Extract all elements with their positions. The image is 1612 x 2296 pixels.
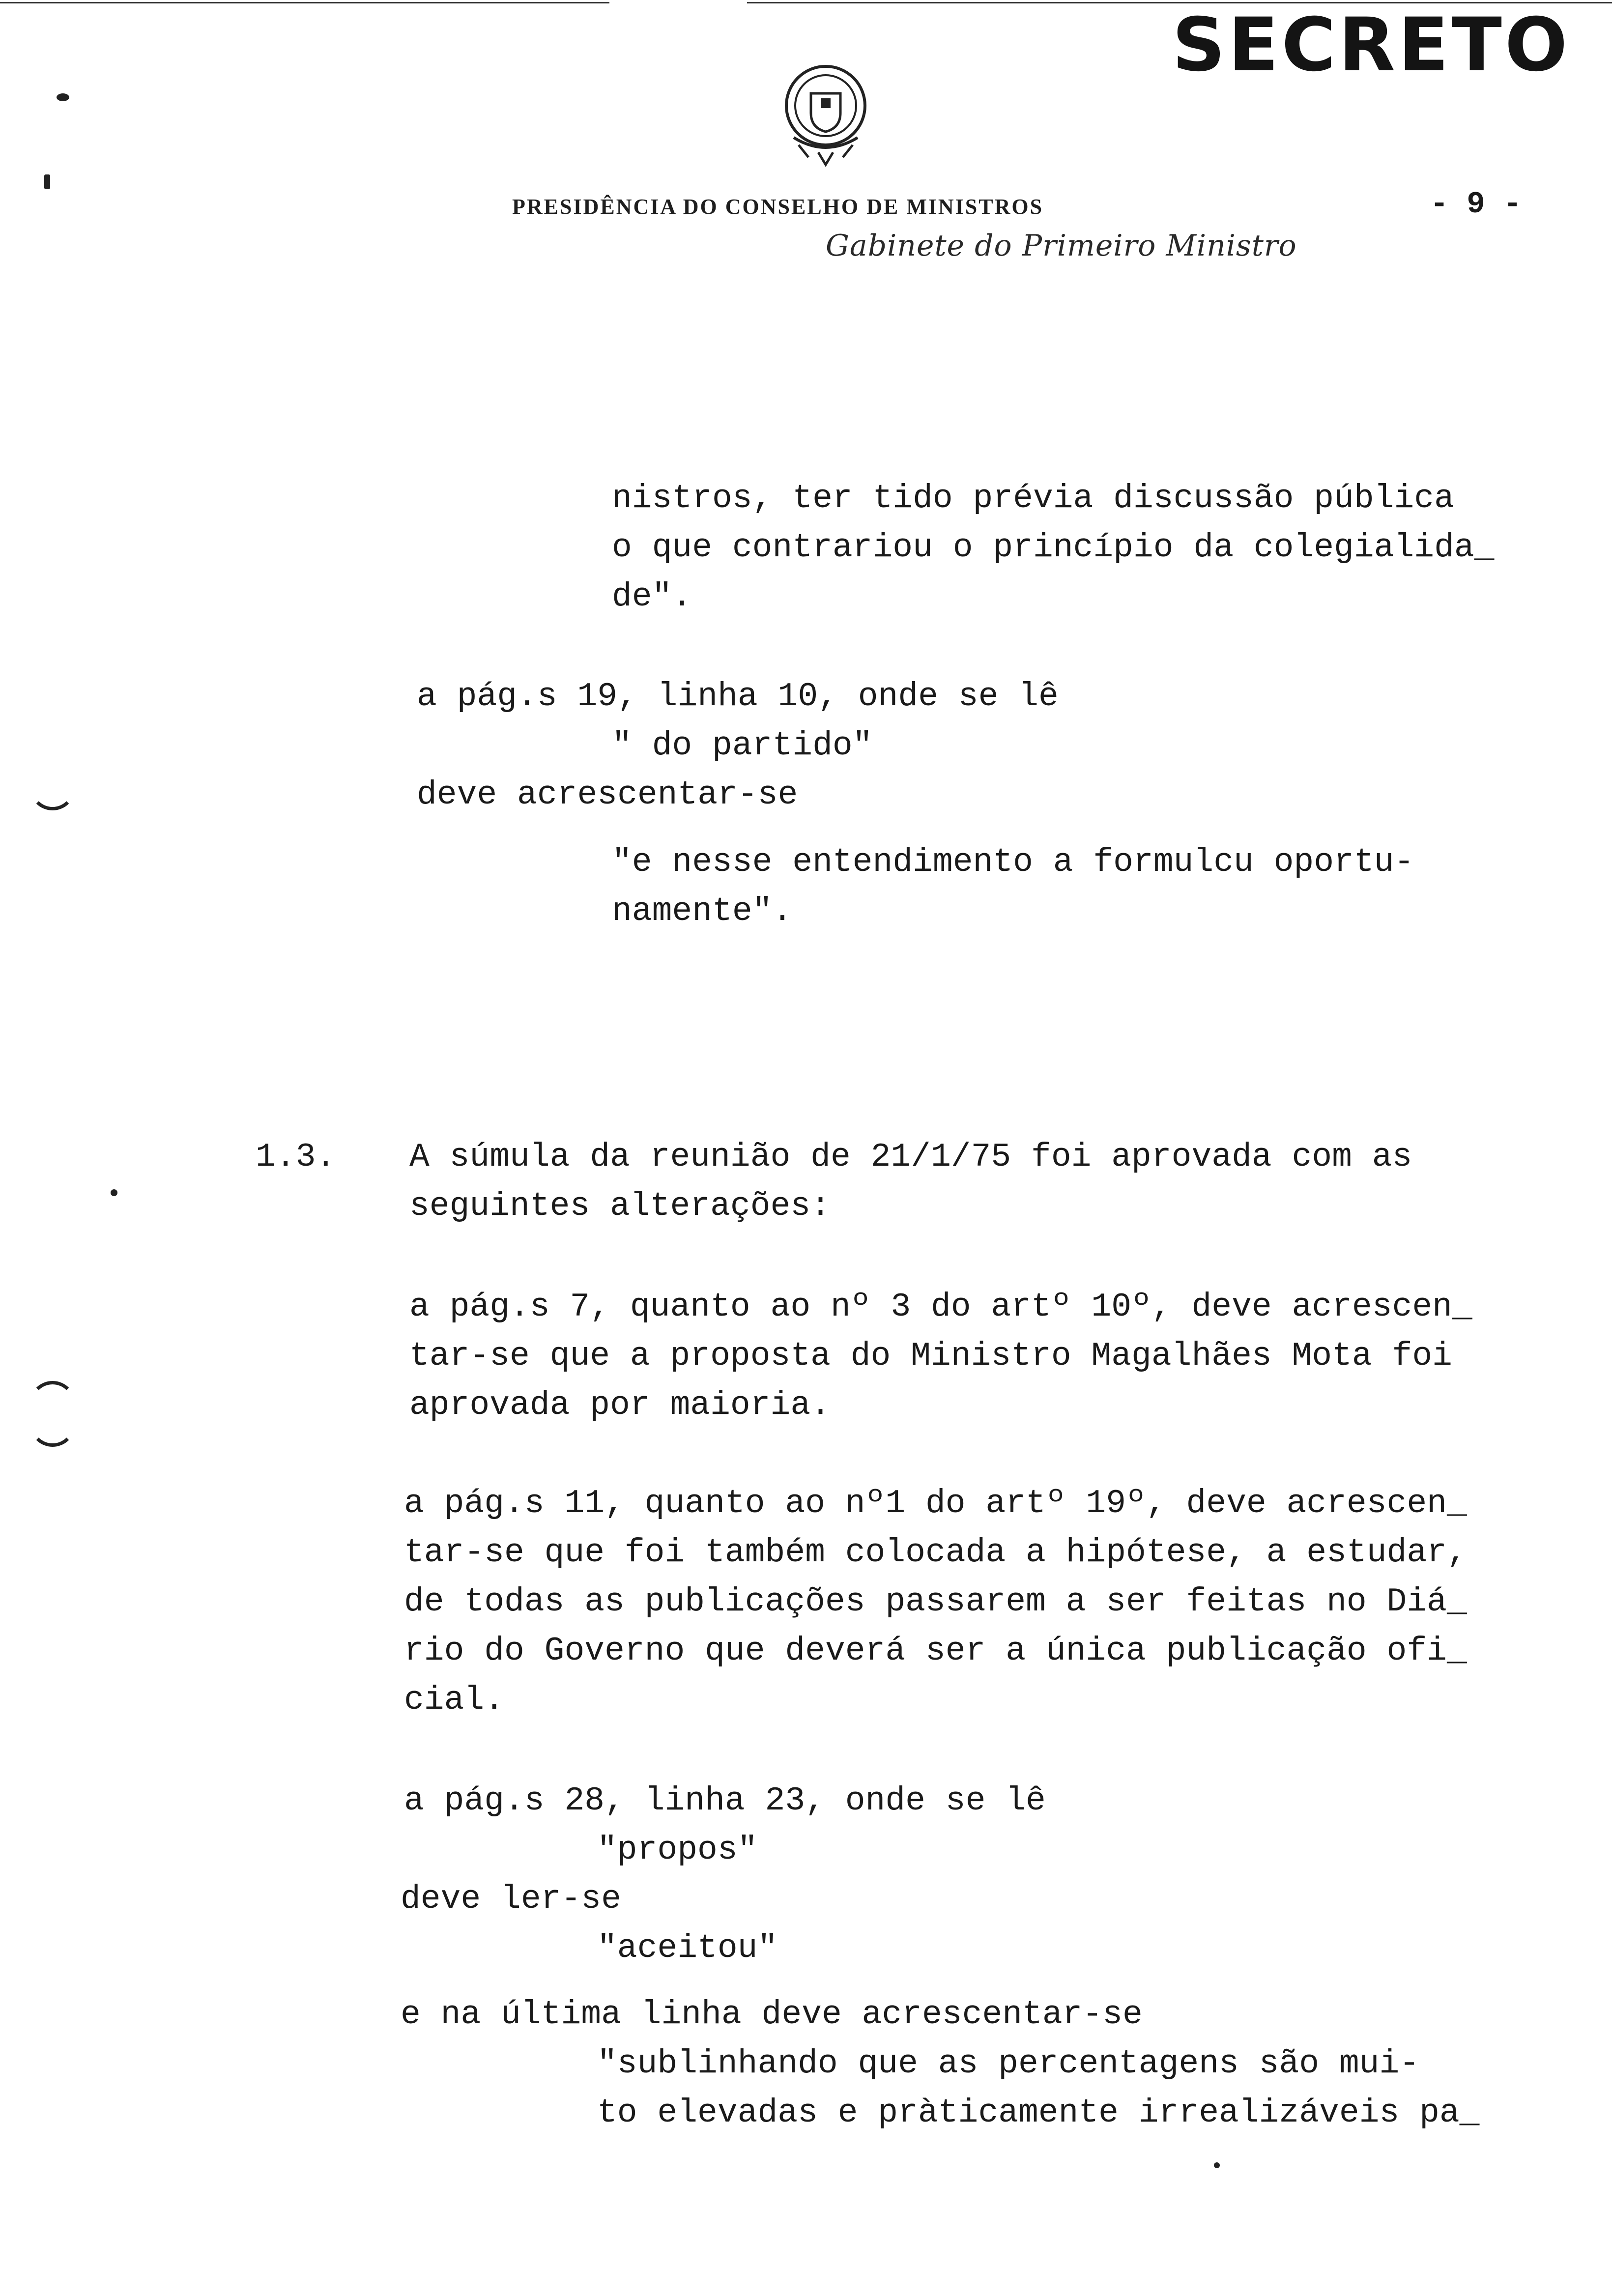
punch-hole-mark [29,764,76,810]
text-line: tar-se que foi também colocada a hipótese, a estudar, [404,1534,1467,1572]
section-number: 1.3. [256,1138,336,1176]
text-line: aprovada por maioria. [409,1386,831,1424]
amendment-paragraph [404,1479,1467,1725]
margin-mark [57,93,69,101]
text-line: "sublinhando que as percentagens são mui- [597,2045,1420,2083]
continuation-paragraph [612,474,1495,622]
amendment-line: a pág.s 19, linha 10, onde se lê [417,678,1059,716]
office-subtitle: Gabinete do Primeiro Ministro [826,229,1297,263]
quoted-paragraph [612,838,1414,936]
punch-hole-mark [29,1401,76,1447]
text-line: A súmula da reunião de 21/1/75 foi aprovada com as [409,1138,1412,1176]
institution-title: PRESIDÊNCIA DO CONSELHO DE MINISTROS [512,195,1044,219]
secret-stamp: SECRETO [1172,2,1571,88]
quoted-text: "aceitou" [597,1929,778,1967]
quoted-text: "propos" [597,1831,758,1869]
amendment-line: deve ler-se [401,1880,621,1918]
text-line: namente". [612,892,793,930]
text-line: to elevadas e pràticamente irrealizáveis pa_ [597,2094,1480,2132]
page-number: - 9 - [1430,187,1522,222]
text-line: o que contrariou o princípio da colegialida_ [612,529,1495,567]
text-line: de". [612,578,692,616]
top-border-line [0,2,609,3]
quoted-paragraph [597,2039,1480,2138]
amendment-line: deve acrescentar-se [417,776,798,814]
section-intro [409,1133,1412,1231]
text-line: "e nesse entendimento a formulcu oportu- [612,843,1414,881]
speck [1214,2162,1220,2168]
amendment-line: e na última linha deve acrescentar-se [401,1996,1143,2034]
text-line: nistros, ter tido prévia discussão pública [612,480,1454,517]
amendment-line: a pág.s 28, linha 23, onde se lê [404,1782,1046,1820]
text-line: tar-se que a proposta do Ministro Magalhães Mota foi [409,1337,1452,1375]
text-line: de todas as publicações passarem a ser feitas no Diá_ [404,1583,1467,1621]
amendment-paragraph [409,1283,1472,1430]
text-line: rio do Governo que deverá ser a única publicação ofi_ [404,1632,1467,1670]
quoted-text: " do partido" [612,727,873,765]
margin-mark [111,1189,117,1196]
text-line: seguintes alterações: [409,1187,831,1225]
text-line: a pág.s 7, quanto ao nº 3 do artº 10º, deve acrescen_ [409,1288,1472,1326]
margin-mark [44,174,50,189]
text-line: a pág.s 11, quanto ao nº1 do artº 19º, deve acrescen_ [404,1485,1467,1522]
text-line: cial. [404,1681,505,1719]
portuguese-coat-of-arms-icon [764,59,887,172]
